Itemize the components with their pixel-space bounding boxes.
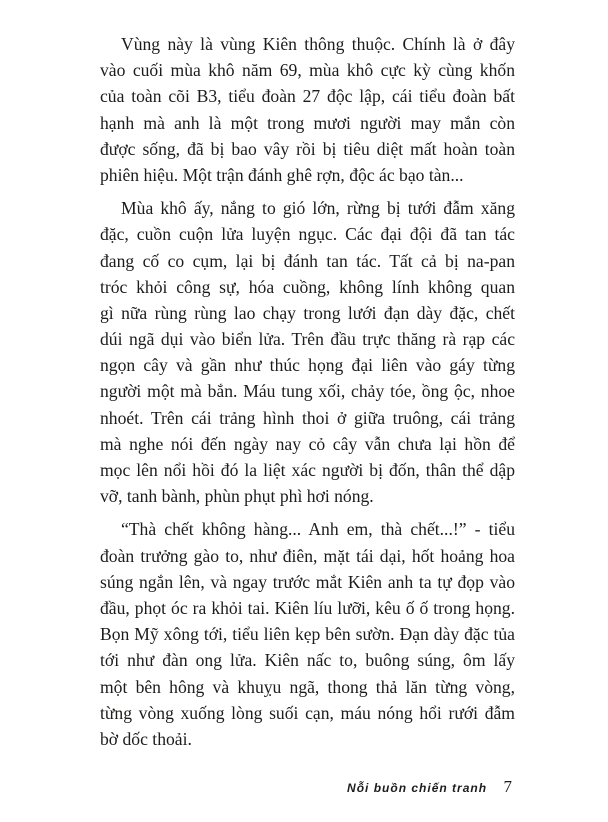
text-line: vỡ, tanh bành, phùn phụt phì hơi nóng. xyxy=(100,486,374,507)
book-title: Nỗi buồn chiến tranh xyxy=(347,781,488,795)
text-line: đang cố co cụm, lại bị đánh tan tác. Tất cả bị na-pan xyxy=(100,250,515,271)
text-line: tróc khỏi công sự, hóa cuồng, không lính không quan xyxy=(100,276,515,297)
paragraph xyxy=(100,516,515,752)
text-line: một bên hông và khuỵu ngã, thong thả lăn từng vòng, xyxy=(100,676,515,697)
text-line: từng vòng xuống lòng suối cạn, máu nóng hổi rưới đẫm xyxy=(100,702,515,723)
text-line: tới như đàn ong lửa. Kiên nấc to, buông súng, ôm lấy xyxy=(100,650,515,671)
text-line: Bọn Mỹ xông tới, tiểu liên kẹp bên sườn. Đạn dày đặc tủa xyxy=(100,624,515,645)
text-line: súng ngắn lên, và ngay trước mắt Kiên anh ta tự đọp vào xyxy=(100,571,515,592)
text-line: Vùng này là vùng Kiên thông thuộc. Chính là ở đây xyxy=(121,34,515,54)
paragraph xyxy=(100,31,515,188)
running-footer xyxy=(100,777,512,797)
text-line: phiên hiệu. Một trận đánh ghê rợn, độc ác bạo tàn... xyxy=(100,164,464,185)
text-line: được sống, đã bị bao vây rồi bị tiêu diệt mất hoàn toàn xyxy=(100,138,515,159)
page-body xyxy=(100,31,515,759)
page-number: 7 xyxy=(503,777,512,796)
text-line: mọc lên nổi hồi đó la liệt xác người bị đốn, thân thể dập xyxy=(100,460,515,480)
text-line: hạnh mà anh là một trong mươi người may mắn còn xyxy=(100,112,515,133)
text-line: đặc, cuồn cuộn lửa luyện ngục. Các đại đội đã tan tác xyxy=(100,224,515,245)
text-line: của toàn cõi B3, tiểu đoàn 27 độc lập, cái tiểu đoàn bất xyxy=(100,86,515,107)
text-line: nhoét. Trên cái trảng hình thoi ở giữa truông, cái trảng xyxy=(100,407,515,428)
text-line: đoàn trưởng gào to, như điên, mặt tái dại, hốt hoảng hoa xyxy=(100,545,515,566)
text-line: dúi ngã dụi vào biển lửa. Trên đầu trực thăng rà rạp các xyxy=(100,329,515,350)
paragraph xyxy=(100,195,515,509)
text-line: vào cuối mùa khô năm 69, mùa khô cực kỳ cùng khốn xyxy=(100,60,515,81)
text-line: người một mà bắn. Máu tung xối, chảy tóe, ồng ộc, nhoe xyxy=(100,381,515,402)
text-line: mà nghe nói đến ngày nay cỏ cây vẫn chưa lại hồn để xyxy=(100,433,515,454)
text-line: ngọn cây và gần như thúc họng đại liên vào gáy từng xyxy=(100,355,515,376)
text-line: “Thà chết không hàng... Anh em, thà chết...!” - tiểu xyxy=(121,519,515,540)
text-line: bờ dốc thoải. xyxy=(100,728,192,749)
text-line: Mùa khô ấy, nắng to gió lớn, rừng bị tưới đẫm xăng xyxy=(121,198,515,219)
text-line: gì nữa rùng rùng lao chạy trong lưới đạn dày đặc, chết xyxy=(100,302,515,323)
text-line: đầu, phọt óc ra khỏi tai. Kiên líu lưỡi, kêu ố ố trong họng. xyxy=(100,597,515,618)
